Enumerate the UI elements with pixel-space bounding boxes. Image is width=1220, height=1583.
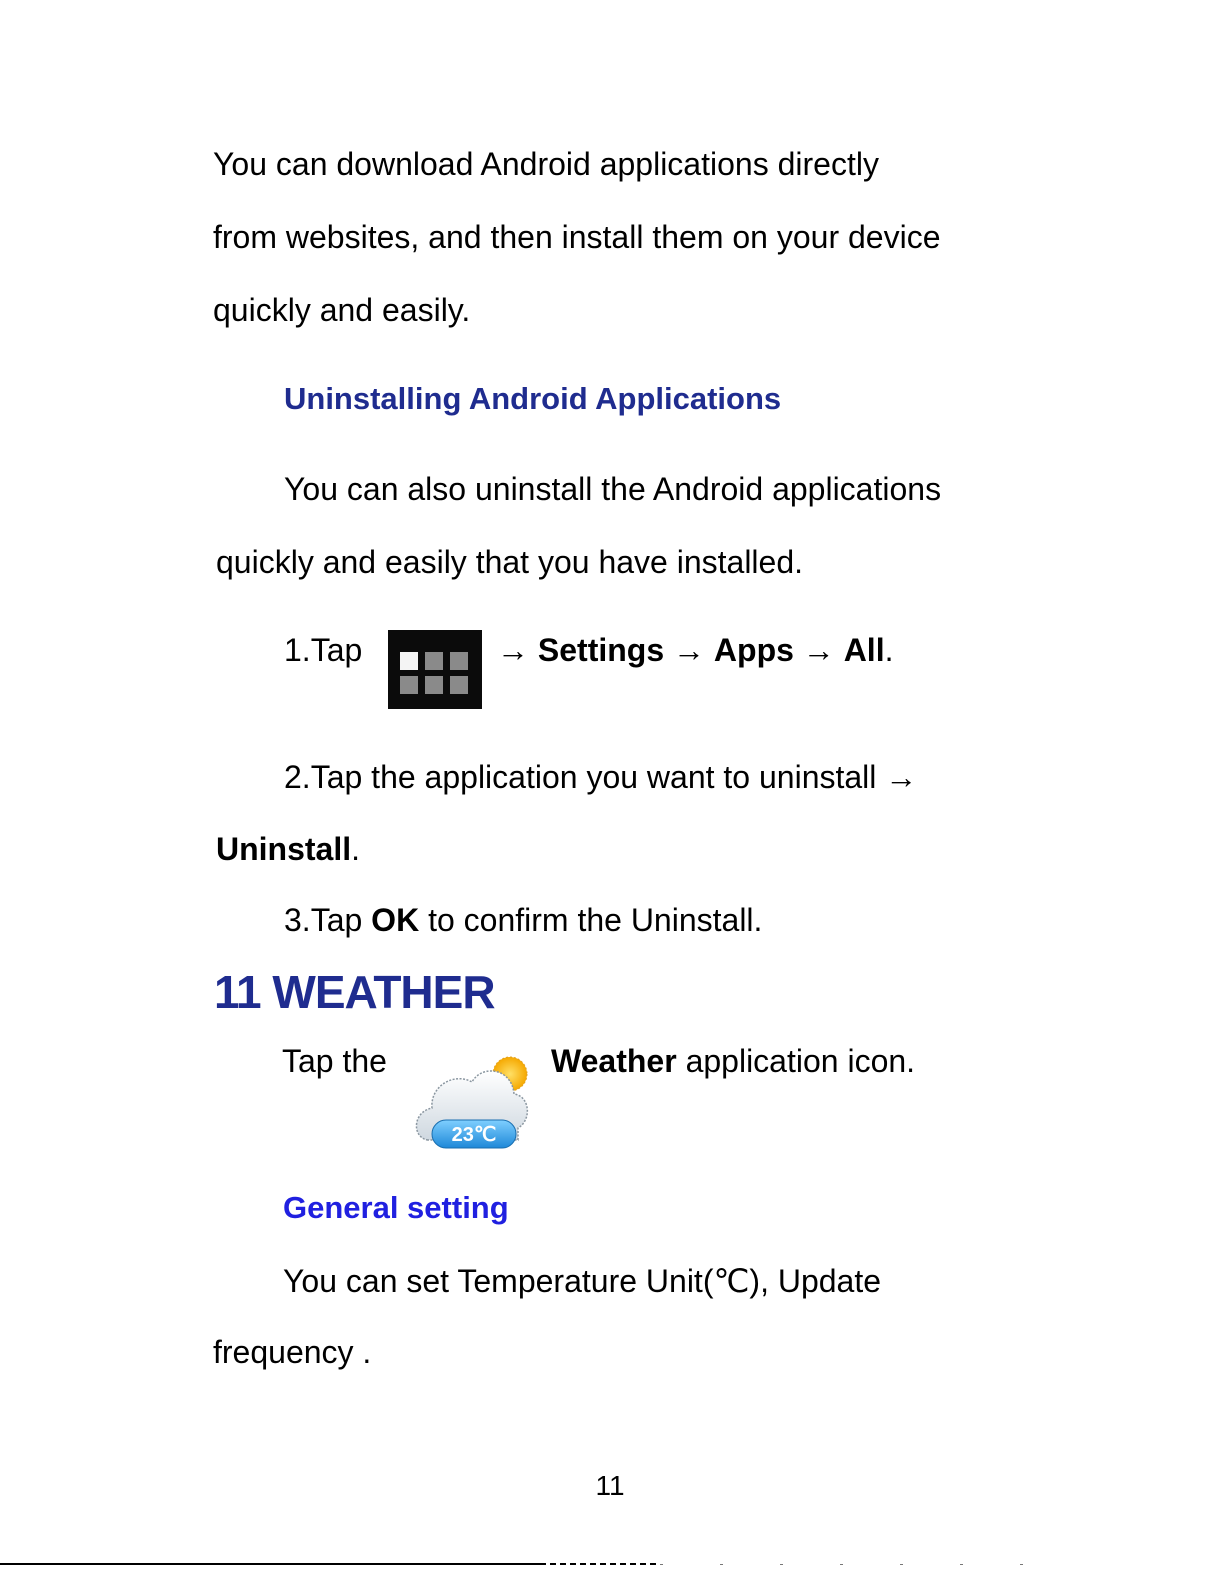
all-label: All xyxy=(843,632,885,668)
step-2-line-2 xyxy=(216,829,360,869)
apps-label: Apps xyxy=(713,632,794,668)
page-number: 11 xyxy=(595,1470,625,1501)
uninstall-label: Uninstall xyxy=(216,831,352,867)
settings-label: Settings xyxy=(537,632,665,668)
weather-tap-suffix: application icon. xyxy=(676,1043,916,1079)
intro-line-2: from websites, and then install them on your device xyxy=(213,219,941,255)
step-1-prefix: 1.Tap xyxy=(284,632,363,668)
ok-label: OK xyxy=(371,902,420,938)
step-1-path xyxy=(497,630,893,670)
footer-rule xyxy=(0,1563,540,1565)
step-1-end: . xyxy=(884,632,894,668)
step-3-suffix: to confirm the Uninstall. xyxy=(419,902,763,938)
arrow-1: → xyxy=(497,632,538,668)
weather-tap-prefix: Tap the xyxy=(282,1043,387,1079)
weather-tap-line xyxy=(551,1041,915,1081)
weather-icon-temp: 23℃ xyxy=(451,1124,497,1146)
uninstall-para-line-2: quickly and easily that you have installed. xyxy=(216,544,804,580)
step-2-line-1: 2.Tap the application you want to uninstall → xyxy=(284,759,918,795)
intro-line-3: quickly and easily. xyxy=(213,292,471,328)
step-3 xyxy=(284,900,762,940)
step-3-prefix: 3.Tap xyxy=(284,902,372,938)
weather-label: Weather xyxy=(551,1043,677,1079)
footer-rule-dashed xyxy=(540,1563,660,1565)
step-2-end: . xyxy=(351,831,361,867)
weather-para-line-1: You can set Temperature Unit(℃), Update xyxy=(283,1263,882,1299)
intro-line-1: You can download Android applications directly xyxy=(213,146,879,182)
uninstall-heading: Uninstalling Android Applications xyxy=(284,381,782,416)
arrow-3: → xyxy=(793,632,844,668)
weather-cloud-sun-icon xyxy=(410,1048,535,1156)
apps-grid-icon xyxy=(388,630,482,709)
weather-para-line-2: frequency . xyxy=(213,1334,372,1370)
arrow-2: → xyxy=(664,632,714,668)
uninstall-para-line-1: You can also uninstall the Android applications xyxy=(284,471,942,507)
weather-heading: 11 WEATHER xyxy=(214,966,495,1018)
footer-rule-dotted xyxy=(660,1564,1080,1565)
general-setting-heading: General setting xyxy=(283,1190,509,1225)
